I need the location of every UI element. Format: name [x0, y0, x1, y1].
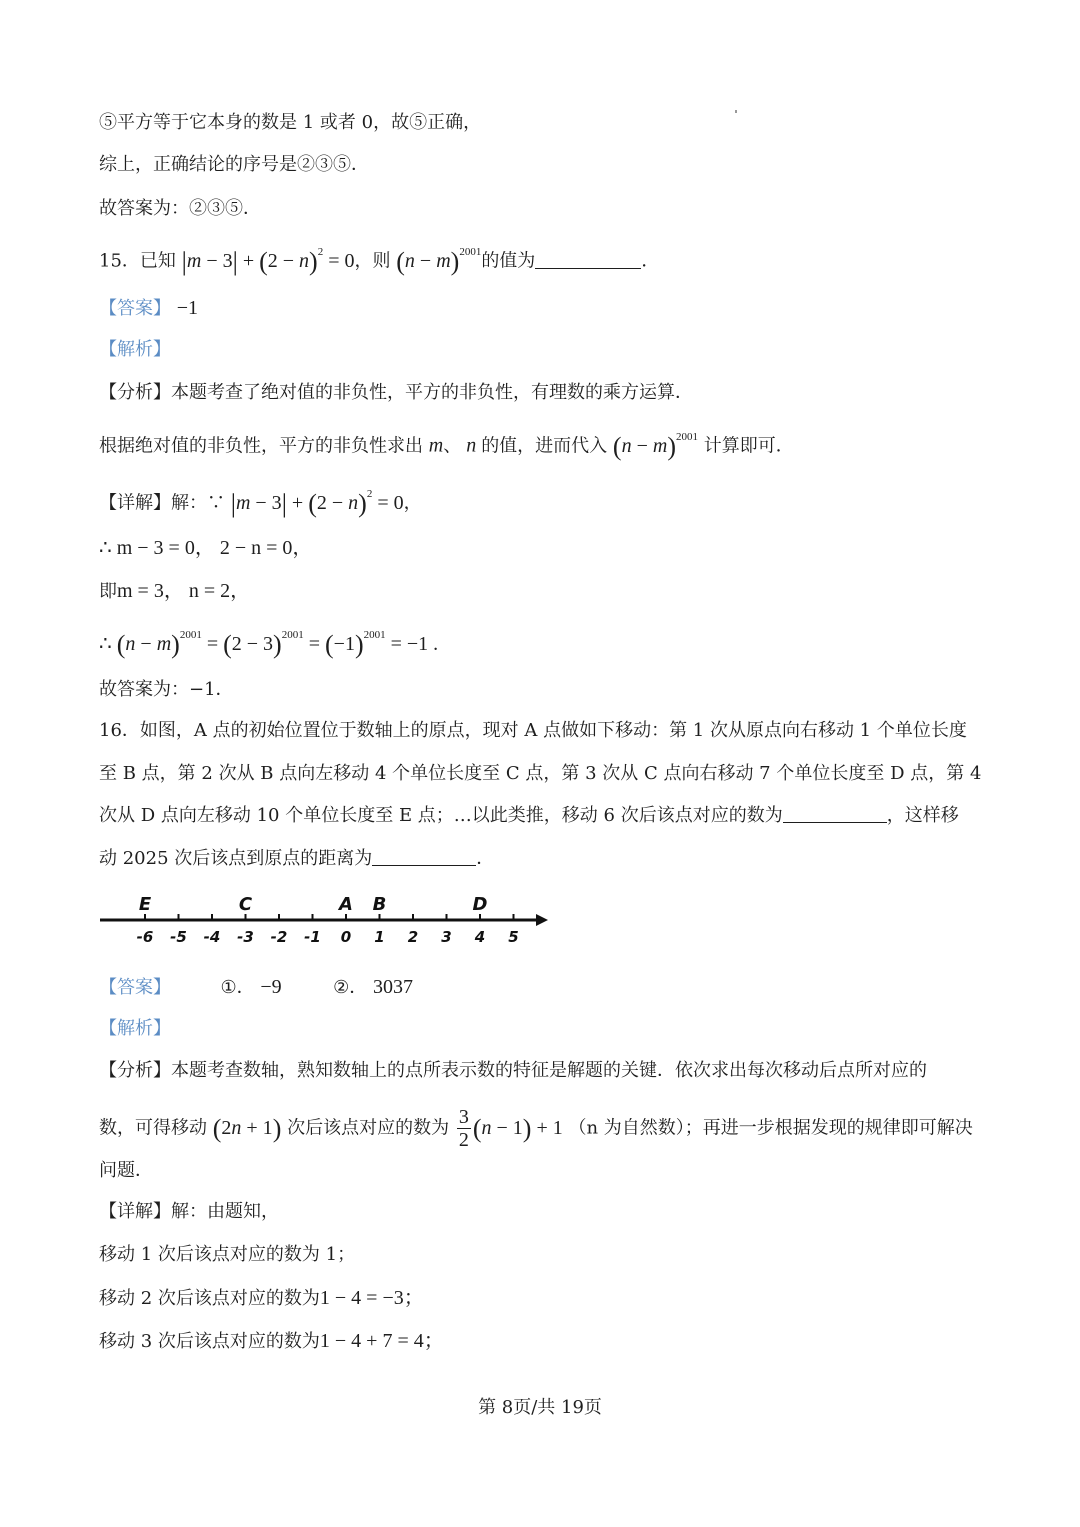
point-label-e: E [138, 894, 152, 915]
tick-label: -3 [237, 928, 254, 946]
tick-label: -1 [304, 928, 321, 946]
q16-fenxi-1: 【分析】本题考查数轴，熟知数轴上的点所表示数的特征是解题的关键．依次求出每次移动后点所对应的 [99, 1060, 927, 1081]
q15-reason: 根据绝对值的非负性，平方的非负性求出 m、 n 的值，进而代入 $(n - m)^{2001}$ 计算即可． [99, 431, 794, 461]
q15-step-1: ∴ m − 3 = 0， 2 − n = 0， [99, 537, 313, 559]
q15-condition: $|m - 3| + (2 - n)^2 = 0$ [181, 246, 355, 276]
q16-analysis-tag: 【解析】 [99, 1018, 171, 1039]
q15-analysis-tag: 【解析】 [99, 339, 171, 360]
q16-line-1: 16．如图，A 点的初始位置位于数轴上的原点，现对 A 点做如下移动：第 1 次从原点向右移动 1 个单位长度 [99, 720, 967, 741]
q16-fenxi-3: 问题． [99, 1160, 153, 1181]
q15-detail: 【详解】解：∵ $|m - 3| + (2 - n)^2 = 0$， [99, 488, 422, 518]
tick-label: -2 [270, 928, 288, 946]
q15-stem: 15．已知 $|m - 3| + (2 - n)^2 = 0$，则 $(n - m)^{2001}$的值为 ． [99, 246, 660, 276]
point-label-a: A [339, 894, 353, 915]
tick-label: -5 [170, 928, 187, 946]
tick-label: -4 [203, 928, 221, 946]
prev-line-1: ⑤平方等于它本身的数是 1 或者 0，故⑤正确， [99, 112, 482, 133]
q16-blank-1 [783, 804, 887, 823]
q16-line-3: 次从 D 点向左移动 10 个单位长度至 E 点；…以此类推，移动 6 次后该点对应的数为 ，这样移 [99, 805, 959, 826]
q16-line-2: 至 B 点，第 2 次从 B 点向左移动 4 个单位长度至 C 点，第 3 次从 C 点向右移动 7 个单位长度至 D 点，第 4 [99, 763, 982, 784]
tick-label: 4 [474, 928, 486, 946]
answer-tag: 【答案】 [99, 298, 171, 319]
q16-answer-2: 3037 [372, 976, 413, 998]
q16-move-3: 移动 3 次后该点对应的数为1 − 4 + 7 = 4； [99, 1330, 444, 1352]
tick-label: 0 [340, 928, 352, 946]
scan-speck [735, 110, 737, 113]
q16-line-4: 动 2025 次后该点到原点的距离为 ． [99, 848, 495, 869]
q16-blank-2 [372, 847, 476, 866]
number-line-arrow [536, 914, 548, 926]
point-label-c: C [238, 894, 253, 915]
prev-line-3: 故答案为：②③⑤． [99, 198, 261, 219]
q16-answer-1: −9 [260, 976, 282, 998]
tick-label: 1 [374, 928, 385, 946]
q16-move-1: 移动 1 次后该点对应的数为 1； [99, 1244, 356, 1265]
tick-label: 2 [407, 928, 419, 946]
tick-label: 5 [508, 928, 519, 946]
q15-expression: $(n - m)^{2001}$ [396, 246, 482, 276]
tick-label: -6 [136, 928, 154, 946]
point-label-b: B [372, 894, 387, 915]
q15-number: 15．已知 [99, 250, 176, 272]
q15-step-2: 即m = 3， n = 2， [99, 580, 251, 602]
page-footer: 第 8页/共 19页 [478, 1397, 602, 1418]
q16-answer-line: 【答案】 ①． −9 ②． 3037 [99, 976, 413, 998]
q15-answer: −1 [176, 297, 199, 319]
q15-fenxi: 【分析】本题考查了绝对值的非负性，平方的非负性，有理数的乘方运算． [99, 382, 693, 403]
q15-answer-blank [535, 250, 641, 269]
q15-answer-line [99, 295, 198, 322]
q16-detail: 【详解】解：由题知， [99, 1201, 279, 1222]
q16-fenxi-2: 数，可得移动 (2n + 1) 次后该点对应的数为 $\frac{3}{2}$ (n − 1) + 1 （n 为自然数）；再进一步根据发现的规律即可解决 [99, 1106, 973, 1151]
q15-final: 故答案为：−1． [99, 679, 234, 700]
number-line-points [139, 894, 488, 915]
prev-line-2: 综上，正确结论的序号是②③⑤． [99, 154, 369, 175]
q16-move-2: 移动 2 次后该点对应的数为1 − 4 = −3； [99, 1287, 424, 1309]
number-line-figure [96, 890, 556, 950]
point-label-d: D [472, 894, 488, 915]
q15-step-3: ∴ $(n - m)^{2001} = (2 - 3)^{2001} = (-1)^{2001} = -1$ . [99, 629, 439, 659]
fraction-three-halves: $\frac{3}{2}$ [458, 1106, 469, 1151]
tick-label: 3 [441, 928, 452, 946]
